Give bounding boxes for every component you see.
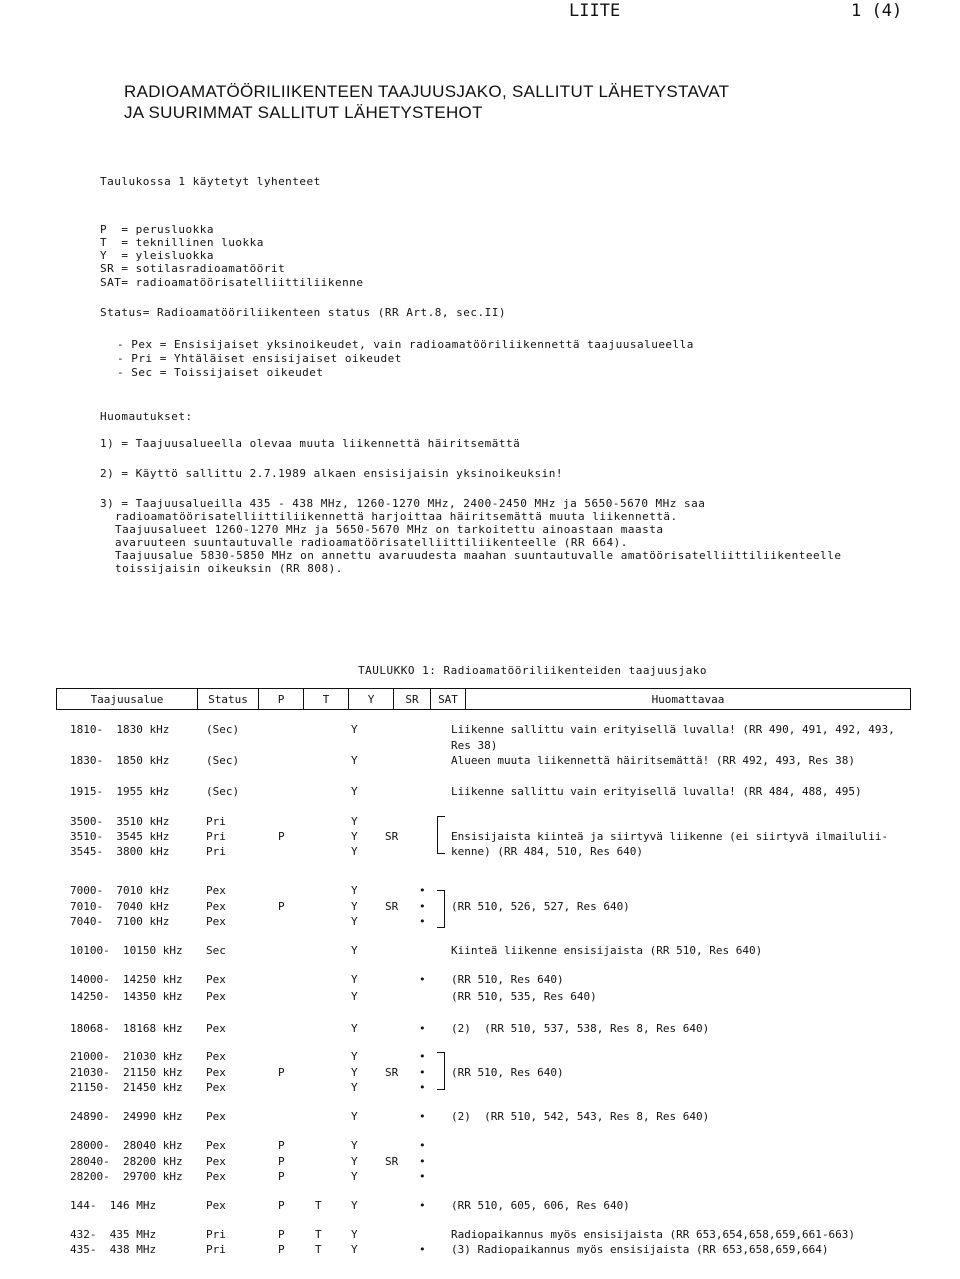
cell-y: Y xyxy=(351,973,358,986)
cell-frequency: 1810- 1830 kHz xyxy=(70,723,170,736)
cell-note: Alueen muuta liikennettä häiritsemättä! (RR 492, 493, Res 38) xyxy=(451,754,855,767)
cell-status: (Sec) xyxy=(206,723,240,736)
note-3-line: 3) = Taajuusalueilla 435 - 438 MHz, 1260-1270 MHz, 2400-2450 MHz ja 5650-5670 MHz saa xyxy=(100,497,706,510)
cell-y: Y xyxy=(351,1022,358,1035)
cell-t: T xyxy=(315,1243,322,1256)
cell-note: kenne) (RR 484, 510, Res 640) xyxy=(451,845,644,858)
cell-y: Y xyxy=(351,1110,358,1123)
table-row xyxy=(56,944,956,958)
col-header-t: T xyxy=(304,689,349,710)
cell-frequency: 3500- 3510 kHz xyxy=(70,815,170,828)
cell-frequency: 7010- 7040 kHz xyxy=(70,900,170,913)
cell-y: Y xyxy=(351,1199,358,1212)
col-header-y: Y xyxy=(349,689,394,710)
bracket-icon xyxy=(437,890,445,928)
table-row xyxy=(56,754,956,768)
status-item-pex: - Pex = Ensisijaiset yksinoikeudet, vain radioamatööriliikennettä taajuusalueella xyxy=(117,338,694,351)
cell-y: Y xyxy=(351,1243,358,1256)
bracket-icon xyxy=(437,1052,445,1090)
cell-status: Pex xyxy=(206,1139,226,1152)
cell-status: Pex xyxy=(206,1170,226,1183)
cell-note: Radiopaikannus myös ensisijaista (RR 653,654,658,659,661-663) xyxy=(451,1228,855,1241)
status-line: Status= Radioamatööriliikenteen status (RR Art.8, sec.II) xyxy=(100,306,506,319)
table-row xyxy=(56,723,956,737)
table-row xyxy=(56,1066,956,1080)
cell-y: Y xyxy=(351,900,358,913)
cell-p: P xyxy=(278,1199,285,1212)
cell-frequency: 144- 146 MHz xyxy=(70,1199,157,1212)
table-row xyxy=(56,990,956,1004)
cell-note: (2) (RR 510, 542, 543, Res 8, Res 640) xyxy=(451,1110,710,1123)
cell-sat: • xyxy=(419,1199,426,1212)
cell-frequency: 14000- 14250 kHz xyxy=(70,973,183,986)
cell-t: T xyxy=(315,1199,322,1212)
cell-frequency: 28200- 29700 kHz xyxy=(70,1170,183,1183)
cell-sat: • xyxy=(419,1050,426,1063)
cell-y: Y xyxy=(351,915,358,928)
cell-t: T xyxy=(315,1228,322,1241)
cell-sat: • xyxy=(419,884,426,897)
cell-note: (2) (RR 510, 537, 538, Res 8, Res 640) xyxy=(451,1022,710,1035)
abbreviation-item: SAT= radioamatöörisatelliittiliikenne xyxy=(100,276,364,289)
cell-y: Y xyxy=(351,884,358,897)
cell-status: Sec xyxy=(206,944,226,957)
table-row xyxy=(56,1081,956,1095)
cell-p: P xyxy=(278,830,285,843)
table-row xyxy=(56,815,956,829)
cell-y: Y xyxy=(351,785,358,798)
cell-note: (RR 510, 535, Res 640) xyxy=(451,990,597,1003)
cell-status: Pex xyxy=(206,1081,226,1094)
cell-status: (Sec) xyxy=(206,785,240,798)
cell-sat: • xyxy=(419,1243,426,1256)
table-caption: TAULUKKO 1: Radioamatööriliikenteiden taajuusjako xyxy=(358,664,708,677)
table-row xyxy=(56,739,956,753)
table-row xyxy=(56,830,956,844)
abbreviation-item: P = perusluokka xyxy=(100,223,214,236)
cell-sat: • xyxy=(419,1022,426,1035)
cell-note: Liikenne sallittu vain erityisellä luvalla! (RR 484, 488, 495) xyxy=(451,785,862,798)
cell-frequency: 1915- 1955 kHz xyxy=(70,785,170,798)
bracket-icon xyxy=(437,816,445,854)
cell-frequency: 1830- 1850 kHz xyxy=(70,754,170,767)
cell-note: (RR 510, 605, 606, Res 640) xyxy=(451,1199,630,1212)
table-row xyxy=(56,1155,956,1169)
col-header-status: Status xyxy=(198,689,259,710)
cell-status: Pex xyxy=(206,900,226,913)
table-row xyxy=(56,915,956,929)
table-row xyxy=(56,973,956,987)
cell-y: Y xyxy=(351,1081,358,1094)
cell-p: P xyxy=(278,1243,285,1256)
status-item-pri: - Pri = Yhtäläiset ensisijaiset oikeudet xyxy=(117,352,402,365)
cell-p: P xyxy=(278,1139,285,1152)
cell-y: Y xyxy=(351,845,358,858)
cell-frequency: 3545- 3800 kHz xyxy=(70,845,170,858)
cell-note: (3) Radiopaikannus myös ensisijaista (RR 653,658,659,664) xyxy=(451,1243,829,1256)
cell-sat: • xyxy=(419,915,426,928)
cell-frequency: 21150- 21450 kHz xyxy=(70,1081,183,1094)
cell-p: P xyxy=(278,1155,285,1168)
cell-sat: • xyxy=(419,900,426,913)
title-line-2: JA SUURIMMAT SALLITUT LÄHETYSTEHOT xyxy=(124,103,483,122)
cell-sat: • xyxy=(419,1066,426,1079)
cell-frequency: 28000- 28040 kHz xyxy=(70,1139,183,1152)
note-1: 1) = Taajuusalueella olevaa muuta liikennettä häiritsemättä xyxy=(100,437,521,450)
cell-y: Y xyxy=(351,815,358,828)
note-3-line: avaruuteen suuntautuvalle radioamatöörisatelliittiliikenteelle (RR 664). xyxy=(115,536,628,549)
title-line-1: RADIOAMATÖÖRILIIKENTEEN TAAJUUSJAKO, SALLITUT LÄHETYSTAVAT xyxy=(124,82,730,101)
cell-y: Y xyxy=(351,830,358,843)
cell-status: Pex xyxy=(206,990,226,1003)
cell-note: (RR 510, 526, 527, Res 640) xyxy=(451,900,630,913)
cell-frequency: 21000- 21030 kHz xyxy=(70,1050,183,1063)
cell-y: Y xyxy=(351,1139,358,1152)
cell-note: Liikenne sallittu vain erityisellä luvalla! (RR 490, 491, 492, 493, xyxy=(451,723,895,736)
cell-status: Pex xyxy=(206,973,226,986)
cell-frequency: 432- 435 MHz xyxy=(70,1228,157,1241)
note-3-line: radioamatöörisatelliittiliikennettä harjoittaa häiritsemättä muuta liikennettä. xyxy=(115,510,678,523)
cell-frequency: 18068- 18168 kHz xyxy=(70,1022,183,1035)
note-2: 2) = Käyttö sallittu 2.7.1989 alkaen ensisijaisin yksinoikeuksin! xyxy=(100,467,563,480)
cell-sr: SR xyxy=(385,1155,399,1168)
status-item-sec: - Sec = Toissijaiset oikeudet xyxy=(117,366,324,379)
cell-status: Pri xyxy=(206,815,226,828)
col-header-sat: SAT xyxy=(431,689,466,710)
cell-frequency: 3510- 3545 kHz xyxy=(70,830,170,843)
cell-p: P xyxy=(278,1066,285,1079)
cell-status: Pex xyxy=(206,1066,226,1079)
cell-frequency: 7000- 7010 kHz xyxy=(70,884,170,897)
note-3-line: Taajuusalue 5830-5850 MHz on annettu avaruudesta maahan suuntautuvalle amatöörisatelliittiliikenteelle xyxy=(115,549,842,562)
col-header-frequency: Taajuusalue xyxy=(57,689,198,710)
cell-note: Res 38) xyxy=(451,739,498,752)
cell-status: Pex xyxy=(206,1155,226,1168)
cell-status: Pri xyxy=(206,830,226,843)
cell-sat: • xyxy=(419,1170,426,1183)
cell-y: Y xyxy=(351,1066,358,1079)
cell-sr: SR xyxy=(385,900,399,913)
cell-status: Pex xyxy=(206,1199,226,1212)
table-row xyxy=(56,1228,956,1242)
cell-status: Pri xyxy=(206,845,226,858)
cell-sat: • xyxy=(419,1110,426,1123)
abbreviations-heading: Taulukossa 1 käytetyt lyhenteet xyxy=(100,175,321,188)
cell-sat: • xyxy=(419,973,426,986)
cell-y: Y xyxy=(351,1050,358,1063)
table-row xyxy=(56,900,956,914)
table-row xyxy=(56,785,956,799)
table-row xyxy=(56,1139,956,1153)
table-row xyxy=(56,1170,956,1184)
cell-sat: • xyxy=(419,1155,426,1168)
table-row xyxy=(56,884,956,898)
cell-y: Y xyxy=(351,990,358,1003)
cell-p: P xyxy=(278,1170,285,1183)
cell-status: Pex xyxy=(206,915,226,928)
cell-p: P xyxy=(278,900,285,913)
table-row xyxy=(56,845,956,859)
cell-y: Y xyxy=(351,754,358,767)
abbreviation-item: Y = yleisluokka xyxy=(100,249,214,262)
table-row xyxy=(56,1199,956,1213)
abbreviation-item: T = teknillinen luokka xyxy=(100,236,264,249)
cell-frequency: 14250- 14350 kHz xyxy=(70,990,183,1003)
notes-heading: Huomautukset: xyxy=(100,410,193,423)
frequency-table-header xyxy=(56,688,911,710)
table-row xyxy=(56,1243,956,1257)
cell-status: (Sec) xyxy=(206,754,240,767)
col-header-notes: Huomattavaa xyxy=(466,689,911,710)
cell-sr: SR xyxy=(385,1066,399,1079)
cell-frequency: 28040- 28200 kHz xyxy=(70,1155,183,1168)
cell-status: Pex xyxy=(206,1050,226,1063)
cell-frequency: 435- 438 MHz xyxy=(70,1243,157,1256)
cell-note: Kiinteä liikenne ensisijaista (RR 510, Res 640) xyxy=(451,944,763,957)
table-row xyxy=(56,1110,956,1124)
cell-y: Y xyxy=(351,1155,358,1168)
table-row xyxy=(56,1050,956,1064)
abbreviation-item: SR = sotilasradioamatöörit xyxy=(100,262,286,275)
note-3-line: Taajuusalueet 1260-1270 MHz ja 5650-5670 MHz on tarkoitettu ainoastaan maasta xyxy=(115,523,664,536)
cell-status: Pex xyxy=(206,884,226,897)
cell-p: P xyxy=(278,1228,285,1241)
cell-frequency: 21030- 21150 kHz xyxy=(70,1066,183,1079)
appendix-label: LIITE xyxy=(569,1,621,21)
note-3-line: toissijaisin oikeuksin (RR 808). xyxy=(115,562,343,575)
cell-status: Pex xyxy=(206,1022,226,1035)
cell-note: (RR 510, Res 640) xyxy=(451,973,564,986)
cell-status: Pri xyxy=(206,1243,226,1256)
cell-note: Ensisijaista kiinteä ja siirtyvä liikenne (ei siirtyvä ilmailulii- xyxy=(451,830,889,843)
cell-sat: • xyxy=(419,1139,426,1152)
page-number: 1 (4) xyxy=(851,1,903,21)
cell-frequency: 7040- 7100 kHz xyxy=(70,915,170,928)
cell-note: (RR 510, Res 640) xyxy=(451,1066,564,1079)
col-header-sr: SR xyxy=(394,689,431,710)
cell-y: Y xyxy=(351,1228,358,1241)
cell-sat: • xyxy=(419,1081,426,1094)
cell-y: Y xyxy=(351,723,358,736)
cell-y: Y xyxy=(351,944,358,957)
col-header-p: P xyxy=(259,689,304,710)
cell-status: Pri xyxy=(206,1228,226,1241)
cell-frequency: 24890- 24990 kHz xyxy=(70,1110,183,1123)
cell-sr: SR xyxy=(385,830,399,843)
cell-y: Y xyxy=(351,1170,358,1183)
cell-frequency: 10100- 10150 kHz xyxy=(70,944,183,957)
cell-status: Pex xyxy=(206,1110,226,1123)
table-row xyxy=(56,1022,956,1036)
